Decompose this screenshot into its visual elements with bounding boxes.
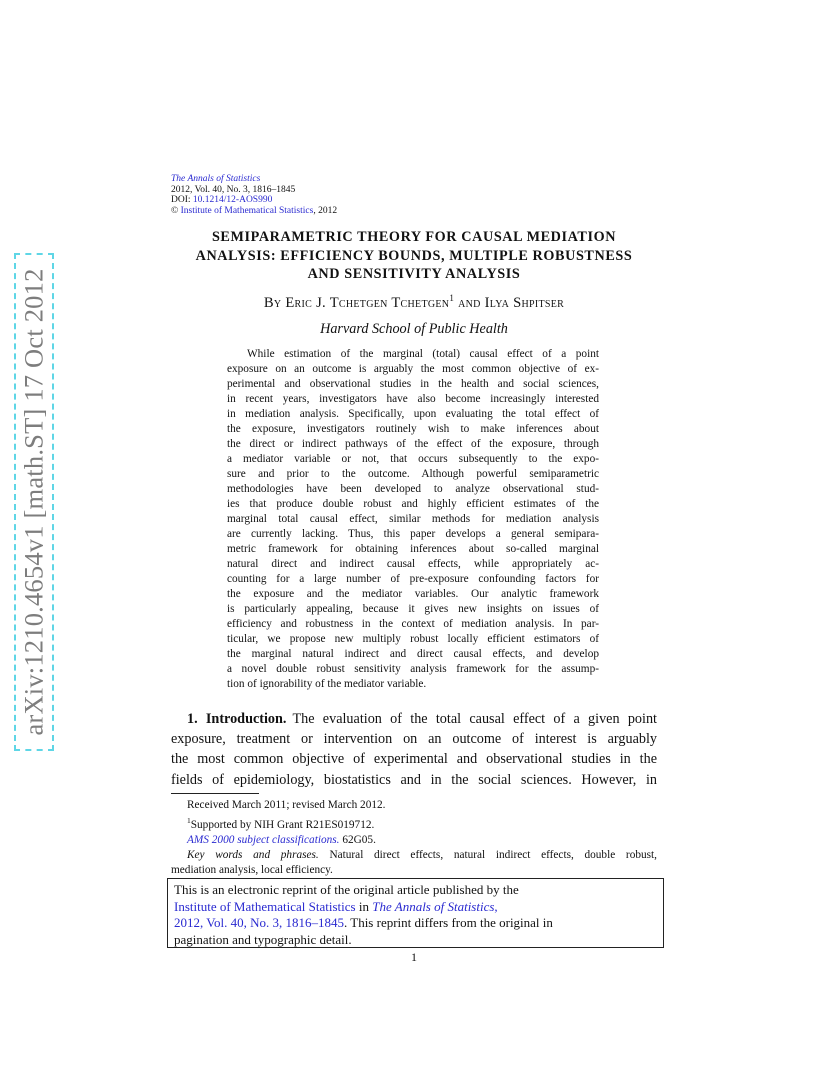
abstract-line: natural direct and indirect causal effects, while appropriately ac-	[227, 558, 599, 570]
keywords-text: Natural direct effects, natural indirect effects, double robust,	[318, 848, 657, 861]
abstract-line: exposure on an outcome is arguably the most common objective of ex-	[227, 363, 599, 375]
abstract-line: ticular, we propose new multiply robust locally efficient estimators of	[227, 633, 599, 645]
abstract-line: the exposure, investigators routinely wish to make inferences about	[227, 423, 599, 435]
reprint-line: This is an electronic reprint of the original article published by the	[174, 882, 519, 897]
support-note	[171, 813, 657, 833]
abstract-line: metric framework for obtaining inferences about so-called marginal	[227, 543, 599, 555]
title-line: SEMIPARAMETRIC THEORY FOR CAUSAL MEDIATION	[211, 229, 617, 245]
abstract-line: the exposure and the mediator variables. Our analytic framework	[227, 588, 599, 600]
doi-line	[171, 195, 337, 206]
doi-label: DOI:	[171, 195, 191, 206]
intro-line: exposure, treatment or intervention on an outcome of interest is arguably	[171, 731, 657, 748]
support-mark: 1	[187, 816, 191, 825]
keywords-line: mediation analysis, local efficiency.	[171, 863, 333, 876]
reprint-line: pagination and typographic detail.	[174, 931, 352, 947]
citation-link[interactable]: 2012, Vol. 40, No. 3, 1816–1845	[174, 915, 344, 931]
reprint-text: . This reprint differs from the original in	[343, 915, 553, 931]
copyright-icon: ©	[171, 205, 179, 216]
abstract-line: tion of ignorability of the mediator variable.	[227, 678, 427, 690]
author-1: Eric J. Tchetgen Tchetgen	[285, 294, 450, 311]
paper-title	[150, 228, 678, 284]
ims-link[interactable]: Institute of Mathematical Statistics	[180, 205, 314, 216]
keywords-line	[171, 848, 657, 863]
intro-first-line: The evaluation of the total causal effect of a given point	[292, 711, 657, 727]
copyright-year: , 2012	[313, 205, 338, 216]
author-1-footnote-mark: 1	[449, 293, 455, 303]
reprint-in: in	[355, 898, 373, 914]
and-word: and	[458, 294, 481, 311]
ams-link[interactable]: AMS 2000 subject classifications.	[187, 833, 340, 846]
support-text: Supported by NIH Grant R21ES019712.	[190, 818, 375, 831]
abstract-line: counting for a large number of pre-exposure confounding factors for	[227, 573, 599, 585]
abstract-line: a novel double robust sensitivity analysis framework for the assump-	[227, 663, 599, 675]
abstract-line: methodologies have been developed to analyze observational stud-	[227, 483, 599, 495]
abstract-line: in recent years, investigators have also become increasingly interested	[227, 393, 599, 405]
by-word: By	[263, 294, 282, 311]
footnote-rule	[171, 793, 259, 794]
title-line: AND SENSITIVITY ANALYSIS	[307, 266, 521, 282]
abstract-line: efficiency and robustness in the context of mediation analysis. In par-	[227, 618, 599, 630]
title-line: ANALYSIS: EFFICIENCY BOUNDS, MULTIPLE ROBUSTNESS	[195, 247, 633, 264]
copyright-line	[171, 206, 337, 217]
journal-link[interactable]: The Annals of Statistics	[372, 898, 495, 914]
affiliation: Harvard School of Public Health	[320, 321, 508, 337]
abstract-line: are currently lacking. Thus, this paper develops a general semipara-	[227, 528, 599, 540]
intro-line: fields of epidemiology, biostatistics and in the social sciences. However, in	[171, 771, 657, 788]
received-note: Received March 2011; revised March 2012.	[187, 799, 386, 811]
footnotes	[171, 798, 657, 878]
abstract-line: While estimation of the marginal (total) causal effect of a point	[247, 348, 599, 360]
intro-line: the most common objective of experimental and observational studies in the	[171, 751, 657, 768]
abstract-line: in mediation analysis. Specifically, upon evaluating the total effect of	[227, 408, 599, 420]
keywords-label: Key words and phrases.	[187, 848, 319, 861]
reprint-line	[174, 899, 657, 916]
section-heading: 1. Introduction.	[187, 711, 287, 727]
abstract-line: the direct or indirect pathways of the effect of the exposure, through	[227, 438, 599, 450]
abstract-line: ies that produce double robust and highly efficient estimates of the	[227, 498, 599, 510]
reprint-notice	[167, 878, 664, 948]
abstract-line: is particularly appealing, because it gives new insights on issues of	[227, 603, 599, 615]
journal-header	[171, 174, 337, 216]
abstract	[227, 347, 599, 692]
introduction-section	[171, 709, 657, 790]
abstract-line: perimental and observational studies in the health and social sciences,	[227, 378, 599, 390]
doi-link[interactable]: 10.1214/12-AOS990	[192, 195, 273, 206]
ams-classification	[171, 833, 657, 848]
journal-name-link[interactable]: The Annals of Statistics	[171, 174, 261, 184]
ims-link[interactable]: Institute of Mathematical Statistics	[174, 898, 356, 914]
abstract-line: marginal total causal effect, similar methods for mediation analysis	[227, 513, 599, 525]
reprint-line	[174, 915, 657, 932]
ams-value: 62G05.	[339, 833, 376, 846]
abstract-line: the marginal natural indirect and direct causal effects, and develop	[227, 648, 599, 660]
authors	[150, 293, 678, 312]
arxiv-stamp: arXiv:1210.4654v1 [math.ST] 17 Oct 2012	[18, 268, 49, 736]
reprint-comma: ,	[494, 898, 498, 914]
abstract-line: sure and prior to the outcome. Although powerful semiparametric	[227, 468, 599, 480]
intro-line	[171, 709, 657, 729]
abstract-line: a mediator variable or not, that occurs subsequently to the expo-	[227, 453, 599, 465]
page-number: 1	[411, 950, 417, 964]
author-2: Ilya Shpitser	[484, 294, 565, 311]
journal-volume: 2012, Vol. 40, No. 3, 1816–1845	[171, 184, 296, 195]
